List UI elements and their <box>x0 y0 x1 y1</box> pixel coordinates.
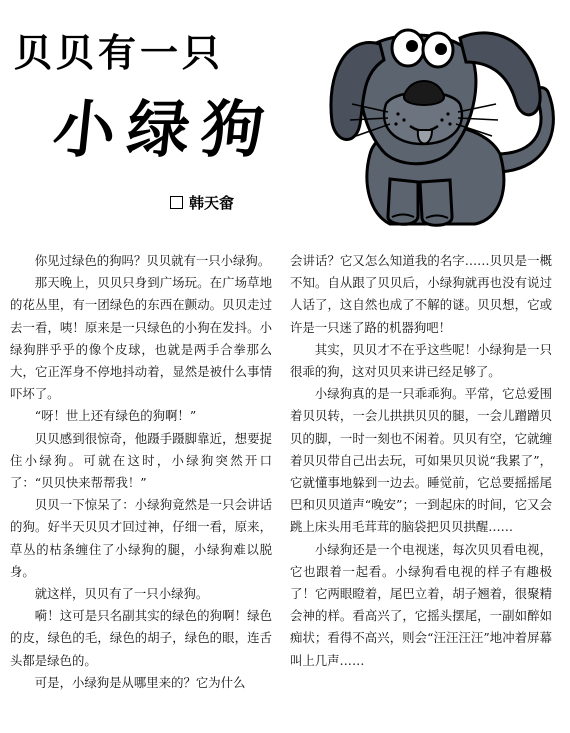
cartoon-dog-illustration <box>300 4 560 232</box>
title-line-2: 小绿狗 <box>49 93 280 166</box>
square-bullet-icon <box>170 196 183 209</box>
paragraph: 你见过绿色的狗吗？贝贝就有一只小绿狗。 <box>34 253 271 268</box>
paragraph: 可是，小绿狗是从哪里来的？它为什么 <box>34 674 246 690</box>
title-line-1: 贝贝有一只 <box>14 31 225 75</box>
byline <box>170 192 234 213</box>
paragraph: 嗬！这可是只名副其实的绿色的狗啊！绿色的皮，绿色的毛，绿色的胡子，绿色的眼，连舌头都是绿色的。 <box>10 608 272 668</box>
paragraph: 小绿狗还是一个电视迷，每次贝贝看电视，它也跟着一起看。小绿狗看电视的样子有趣极了！它两眼瞪着，尾巴立着，胡子翘着，很聚精会神的样。看高兴了，它摇头摆尾，一副如醉如痴状；看得不高兴，则会“汪汪汪汪”地冲着屏幕叫上几声…… <box>290 541 552 668</box>
right-column <box>290 250 552 672</box>
paragraph: 贝贝一下惊呆了：小绿狗竟然是一只会讲话的狗。好半天贝贝才回过神，仔细一看，原来，草丛的枯条缠住了小绿狗的腿，小绿狗难以脱身。 <box>10 497 272 579</box>
left-column <box>10 250 272 694</box>
paragraph: 其实，贝贝才不在乎这些呢！小绿狗是一只很乖的狗，这对贝贝来讲已经足够了。 <box>290 341 552 380</box>
paragraph: 那天晚上，贝贝只身到广场玩。在广场草地的花丛里，有一团绿色的东西在颤动。贝贝走过去一看，咦！原来是一只绿色的小狗在发抖。小绿狗胖乎乎的像个皮球，也就是两手合拳那么大，它正浑身不停地抖动着，显然是被什么事情吓坏了。 <box>10 275 272 402</box>
paragraph: 就这样，贝贝有了一只小绿狗。 <box>34 586 209 602</box>
paragraph: “呀！世上还有绿色的狗啊！” <box>34 408 197 424</box>
paragraph: 小绿狗真的是一只乖乖狗。平常，它总爱围着贝贝转，一会儿拱拱贝贝的腿，一会儿蹭蹭贝贝的脚，一时一刻也不闲着。贝贝有空，它就缠着贝贝带自己出去玩，可如果贝贝说“我累了”，它就懂事地躲到一边去。睡觉前，它总要摇摇尾巴和贝贝道声“晚安”；一到起床的时间，它又会跳上床头用毛茸茸的脑袋把贝贝拱醒…… <box>290 386 552 535</box>
author-name: 韩天畲 <box>189 194 235 212</box>
paragraph: 贝贝感到很惊奇，他蹑手蹑脚靠近，想要捉住小绿狗。可就在这时，小绿狗突然开口了：“贝贝快来帮帮我！” <box>10 430 272 491</box>
paragraph: 会讲话？它又怎么知道我的名字……贝贝是一概不知。自从跟了贝贝后，小绿狗就再也没有说过人话了，这自然也成了不解的谜。贝贝想，它或许是一只迷了路的机器狗吧！ <box>290 253 552 335</box>
